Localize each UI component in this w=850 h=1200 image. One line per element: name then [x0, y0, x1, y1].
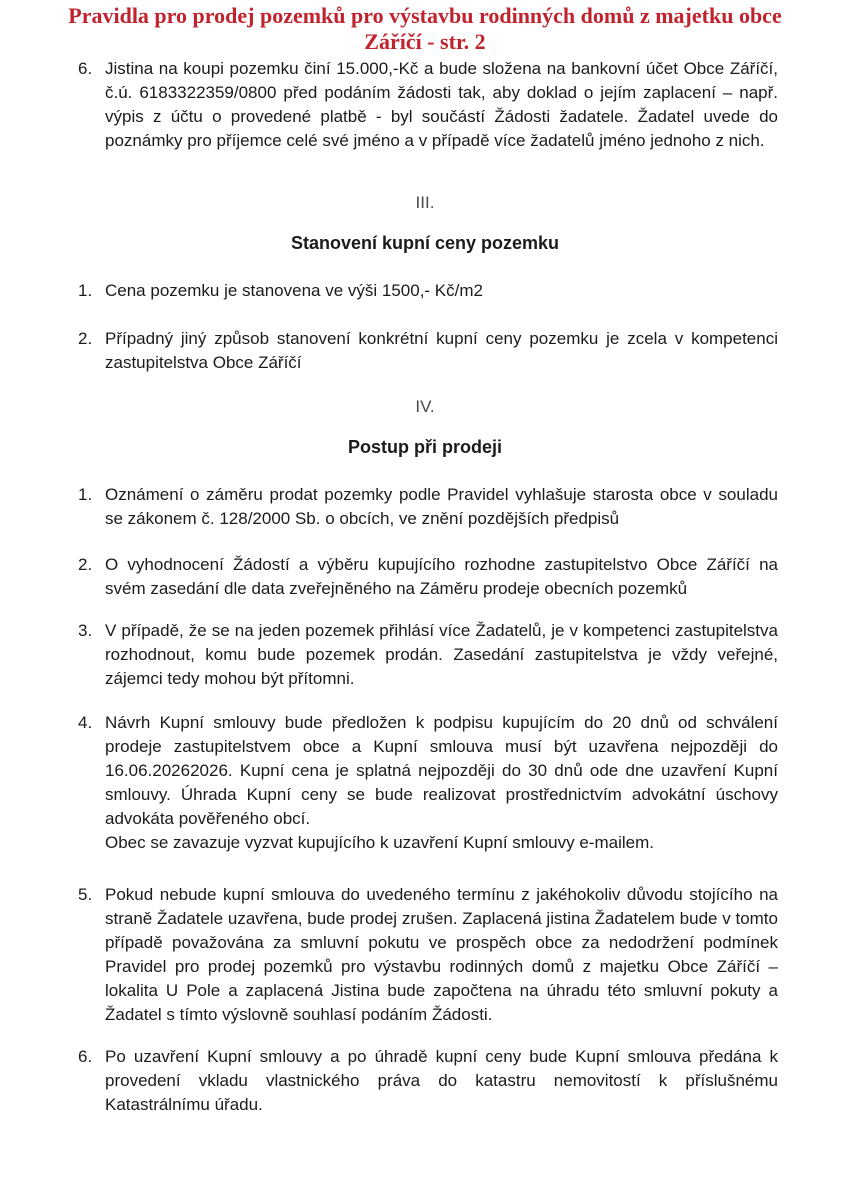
section-numeral: IV.: [415, 397, 435, 416]
item-text: Cena pozemku je stanovena ve výši 1500,- Kč/m2: [105, 281, 483, 300]
item-number: 3.: [78, 621, 93, 640]
section-numeral: III.: [415, 193, 435, 212]
item-text: Případný jiný způsob stanovení konkrétní kupní ceny pozemku je zcela v kompetenci zastupitelstva Obce Záříčí: [105, 329, 778, 372]
list-item: [78, 483, 778, 531]
list-item: [78, 279, 778, 303]
item-text: Pokud nebude kupní smlouva do uvedeného termínu z jakéhokoliv důvodu stojícího na straně Žadatele uzavřena, bude prodej zrušen. Zaplacená jistina Žadatelem bude v tomto případě považována za smluvní pokutu ve prospěch obce za nedodržení podmínek Pravidel pro prodej pozemků pro výstavbu rodinných domů z majetku Obce Záříčí – lokalita U Pole a zaplacená Jistina bude započtena na úhradu této smluvní pokuty a Žadatel s tímto výslovně souhlasí podáním Žádosti.: [105, 885, 778, 1024]
item-text: V případě, že se na jeden pozemek přihlásí více Žadatelů, je v kompetenci zastupitelstva rozhodnout, komu bude pozemek prodán. Zasedání zastupitelstva je vždy veřejné, zájemci tedy mohou být přítomni.: [105, 621, 778, 688]
item-number: 6.: [78, 1047, 93, 1066]
item-number: 2.: [78, 555, 93, 574]
list-item: [78, 327, 778, 375]
item-text: Jistina na koupi pozemku činí 15.000,-Kč a bude složena na bankovní účet Obce Záříčí, č.ú. 6183322359/0800 před podáním žádosti tak, aby doklad o jejím zaplacení – např. výpis z účtu o provedené platbě - byl součástí Žádosti žadatele. Žadatel uvede do poznámky pro příjemce celé své jméno a v případě více žadatelů jméno jednoho z nich.: [105, 59, 778, 150]
item-text: O vyhodnocení Žádostí a výběru kupujícího rozhodne zastupitelstvo Obce Záříčí na svém zasedání dle data zveřejněného na Záměru prodeje obecních pozemků: [105, 555, 778, 598]
item-text: [105, 711, 778, 855]
list-item: [78, 883, 778, 1027]
section-heading: Stanovení kupní ceny pozemku: [290, 233, 560, 253]
list-item: [78, 619, 778, 691]
page-title-line-2: Záříčí - str. 2: [364, 29, 486, 54]
item-text-main: Návrh Kupní smlouvy bude předložen k podpisu kupujícím do 20 dnů od schválení prodeje zastupitelstvem obce a Kupní smlouva musí být uzavřena nejpozději do 16.06.20262026. Kupní cena je splatná nejpozději do 30 dnů ode dne uzavření Kupní smlouvy. Úhrada Kupní ceny se bude realizovat prostřednictvím advokátní úschovy advokáta pověřeného obcí.: [105, 713, 778, 828]
item-text-extra: Obec se zavazuje vyzvat kupujícího k uzavření Kupní smlouvy e-mailem.: [105, 833, 654, 852]
item-text: Po uzavření Kupní smlouvy a po úhradě kupní ceny bude Kupní smlouva předána k provedení vkladu vlastnického práva do katastru nemovitostí k příslušnému Katastrálnímu úřadu.: [105, 1047, 778, 1114]
section-heading: Postup při prodeji: [347, 437, 502, 457]
item-number: 2.: [78, 329, 93, 348]
item-number: 4.: [78, 713, 93, 732]
list-item: [78, 1045, 778, 1117]
page-title: [0, 0, 850, 55]
item-number: 5.: [78, 885, 93, 904]
page-title-line-1: Pravidla pro prodej pozemků pro výstavbu rodinných domů z majetku obce: [68, 3, 782, 28]
item-number: 6.: [78, 59, 93, 78]
item-number: 1.: [78, 281, 93, 300]
item-text: Oznámení o záměru prodat pozemky podle Pravidel vyhlašuje starosta obce v souladu se zákonem č. 128/2000 Sb. o obcích, ve znění pozdějších předpisů: [105, 485, 778, 528]
list-item: [78, 553, 778, 601]
list-item: [78, 57, 778, 153]
item-number: 1.: [78, 485, 93, 504]
list-item: [78, 711, 778, 855]
